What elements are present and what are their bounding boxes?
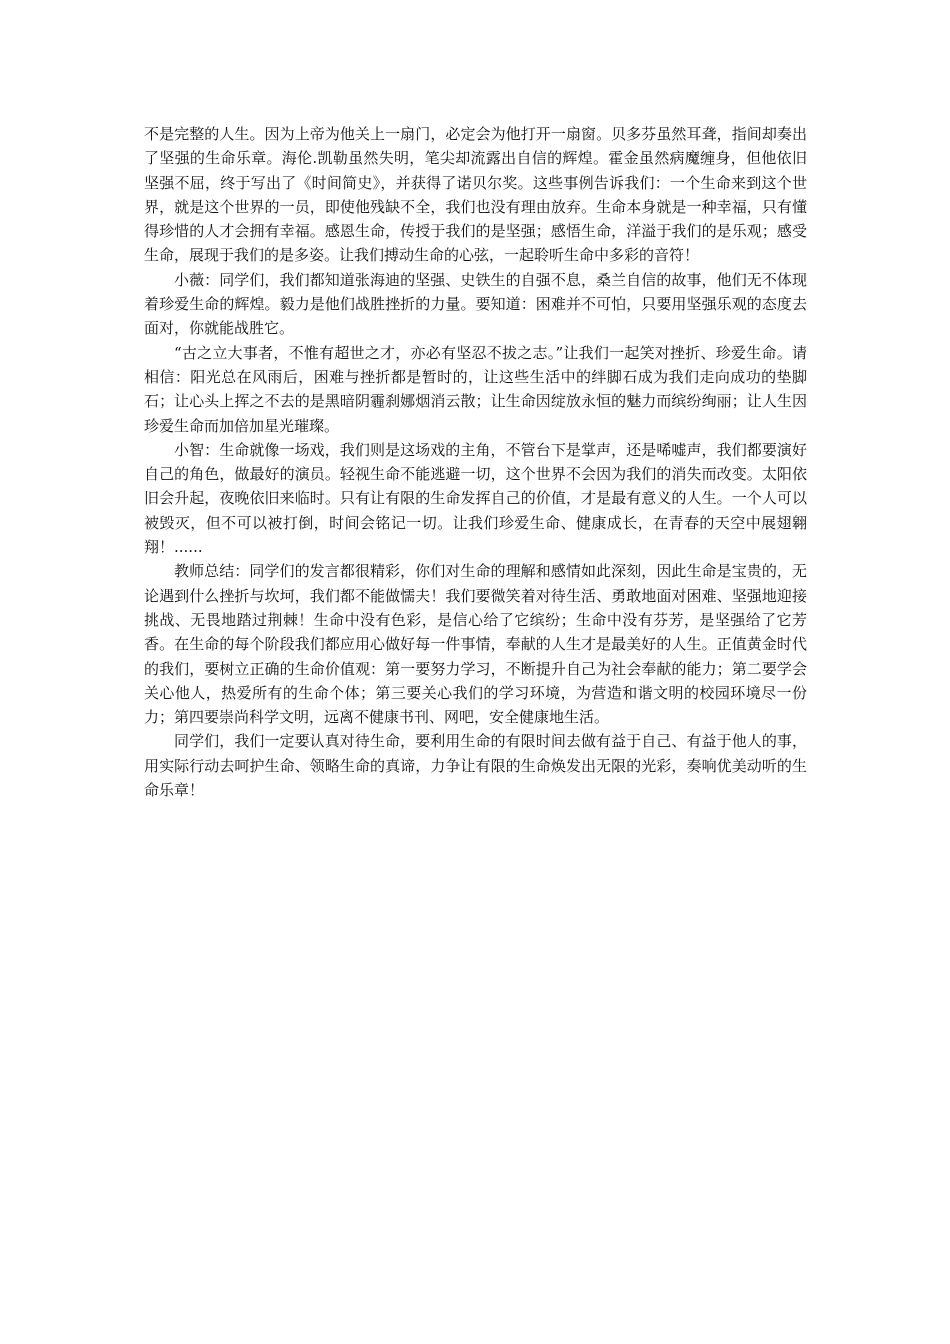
paragraph-quote: “古之立大事者，不惟有超世之才，亦必有坚忍不拔之志。”让我们一起笑对挫折、珍爱生命。请相信：阳光总在风雨后，困难与挫折都是暂时的，让这些生活中的绊脚石成为我们走向成功的垫脚石；让心头上挥之不去的是黑暗阴霾刹娜烟消云散；让生命因绽放永恒的魅力而缤纷绚丽；让人生因珍爱生命而加倍加星光璀璨。 — [144, 343, 807, 435]
document-body — [144, 122, 807, 802]
paragraph-closing: 同学们，我们一定要认真对待生命，要利用生命的有限时间去做有益于自己、有益于他人的事，用实际行动去呵护生命、领略生命的真谛，力争让有限的生命焕发出无限的光彩，奏响优美动听的生命乐章！ — [144, 732, 807, 800]
paragraph-xiaowei: 小薇：同学们，我们都知道张海迪的坚强、史铁生的自强不息，桑兰自信的故事，他们无不体现着珍爱生命的辉煌。毅力是他们战胜挫折的力量。要知道：困难并不可怕，只要用坚强乐观的态度去面对，你就能战胜它。 — [144, 270, 807, 338]
paragraph-xiaozhi: 小智：生命就像一场戏，我们则是这场戏的主角，不管台下是掌声，还是唏嘘声，我们都要演好自己的角色，做最好的演员。轻视生命不能逃避一切，这个世界不会因为我们的消失而改变。太阳依旧会升起，夜晚依旧来临时。只有让有限的生命发挥自己的价值，才是最有意义的人生。一个人可以被毁灭，但不可以被打倒，时间会铭记一切。让我们珍爱生命、健康成长，在青春的天空中展翅翱翔！...... — [144, 440, 807, 557]
paragraph-teacher-summary: 教师总结：同学们的发言都很精彩，你们对生命的理解和感情如此深刻，因此生命是宝贵的，无论遇到什么挫折与坎坷，我们都不能做懦夫！我们要微笑着对待生活、勇敢地面对困难、坚强地迎接挑战、无畏地踏过荆棘！生命中没有色彩，是信心给了它缤纷；生命中没有芬芳，是坚强给了它芳香。在生命的每个阶段我们都应用心做好每一件事情，奉献的人生才是最美好的人生。正值黄金时代的我们，要树立正确的生命价值观：第一要努力学习，不断提升自己为社会奉献的能力；第二要学会关心他人，热爱所有的生命个体；第三要关心我们的学习环境，为营造和谐文明的校园环境尽一份力；第四要崇尚科学文明，远离不健康书刊、网吧，安全健康地生活。 — [144, 562, 807, 727]
paragraph-continuation: 不是完整的人生。因为上帝为他关上一扇门，必定会为他打开一扇窗。贝多芬虽然耳聋，指间却奏出了坚强的生命乐章。海伦.凯勒虽然失明，笔尖却流露出自信的辉煌。霍金虽然病魔缠身，但他依旧坚强不屈，终于写出了《时间简史》，并获得了诺贝尔奖。这些事例告诉我们：一个生命来到这个世界，就是这个世界的一员，即使他残缺不全，我们也没有理由放弃。生命本身就是一种幸福，只有懂得珍惜的人才会拥有幸福。感恩生命，传授于我们的是坚强；感悟生命，洋溢于我们的是乐观；感受生命，展现于我们的是多姿。让我们搏动生命的心弦，一起聆听生命中多彩的音符！ — [144, 125, 807, 265]
